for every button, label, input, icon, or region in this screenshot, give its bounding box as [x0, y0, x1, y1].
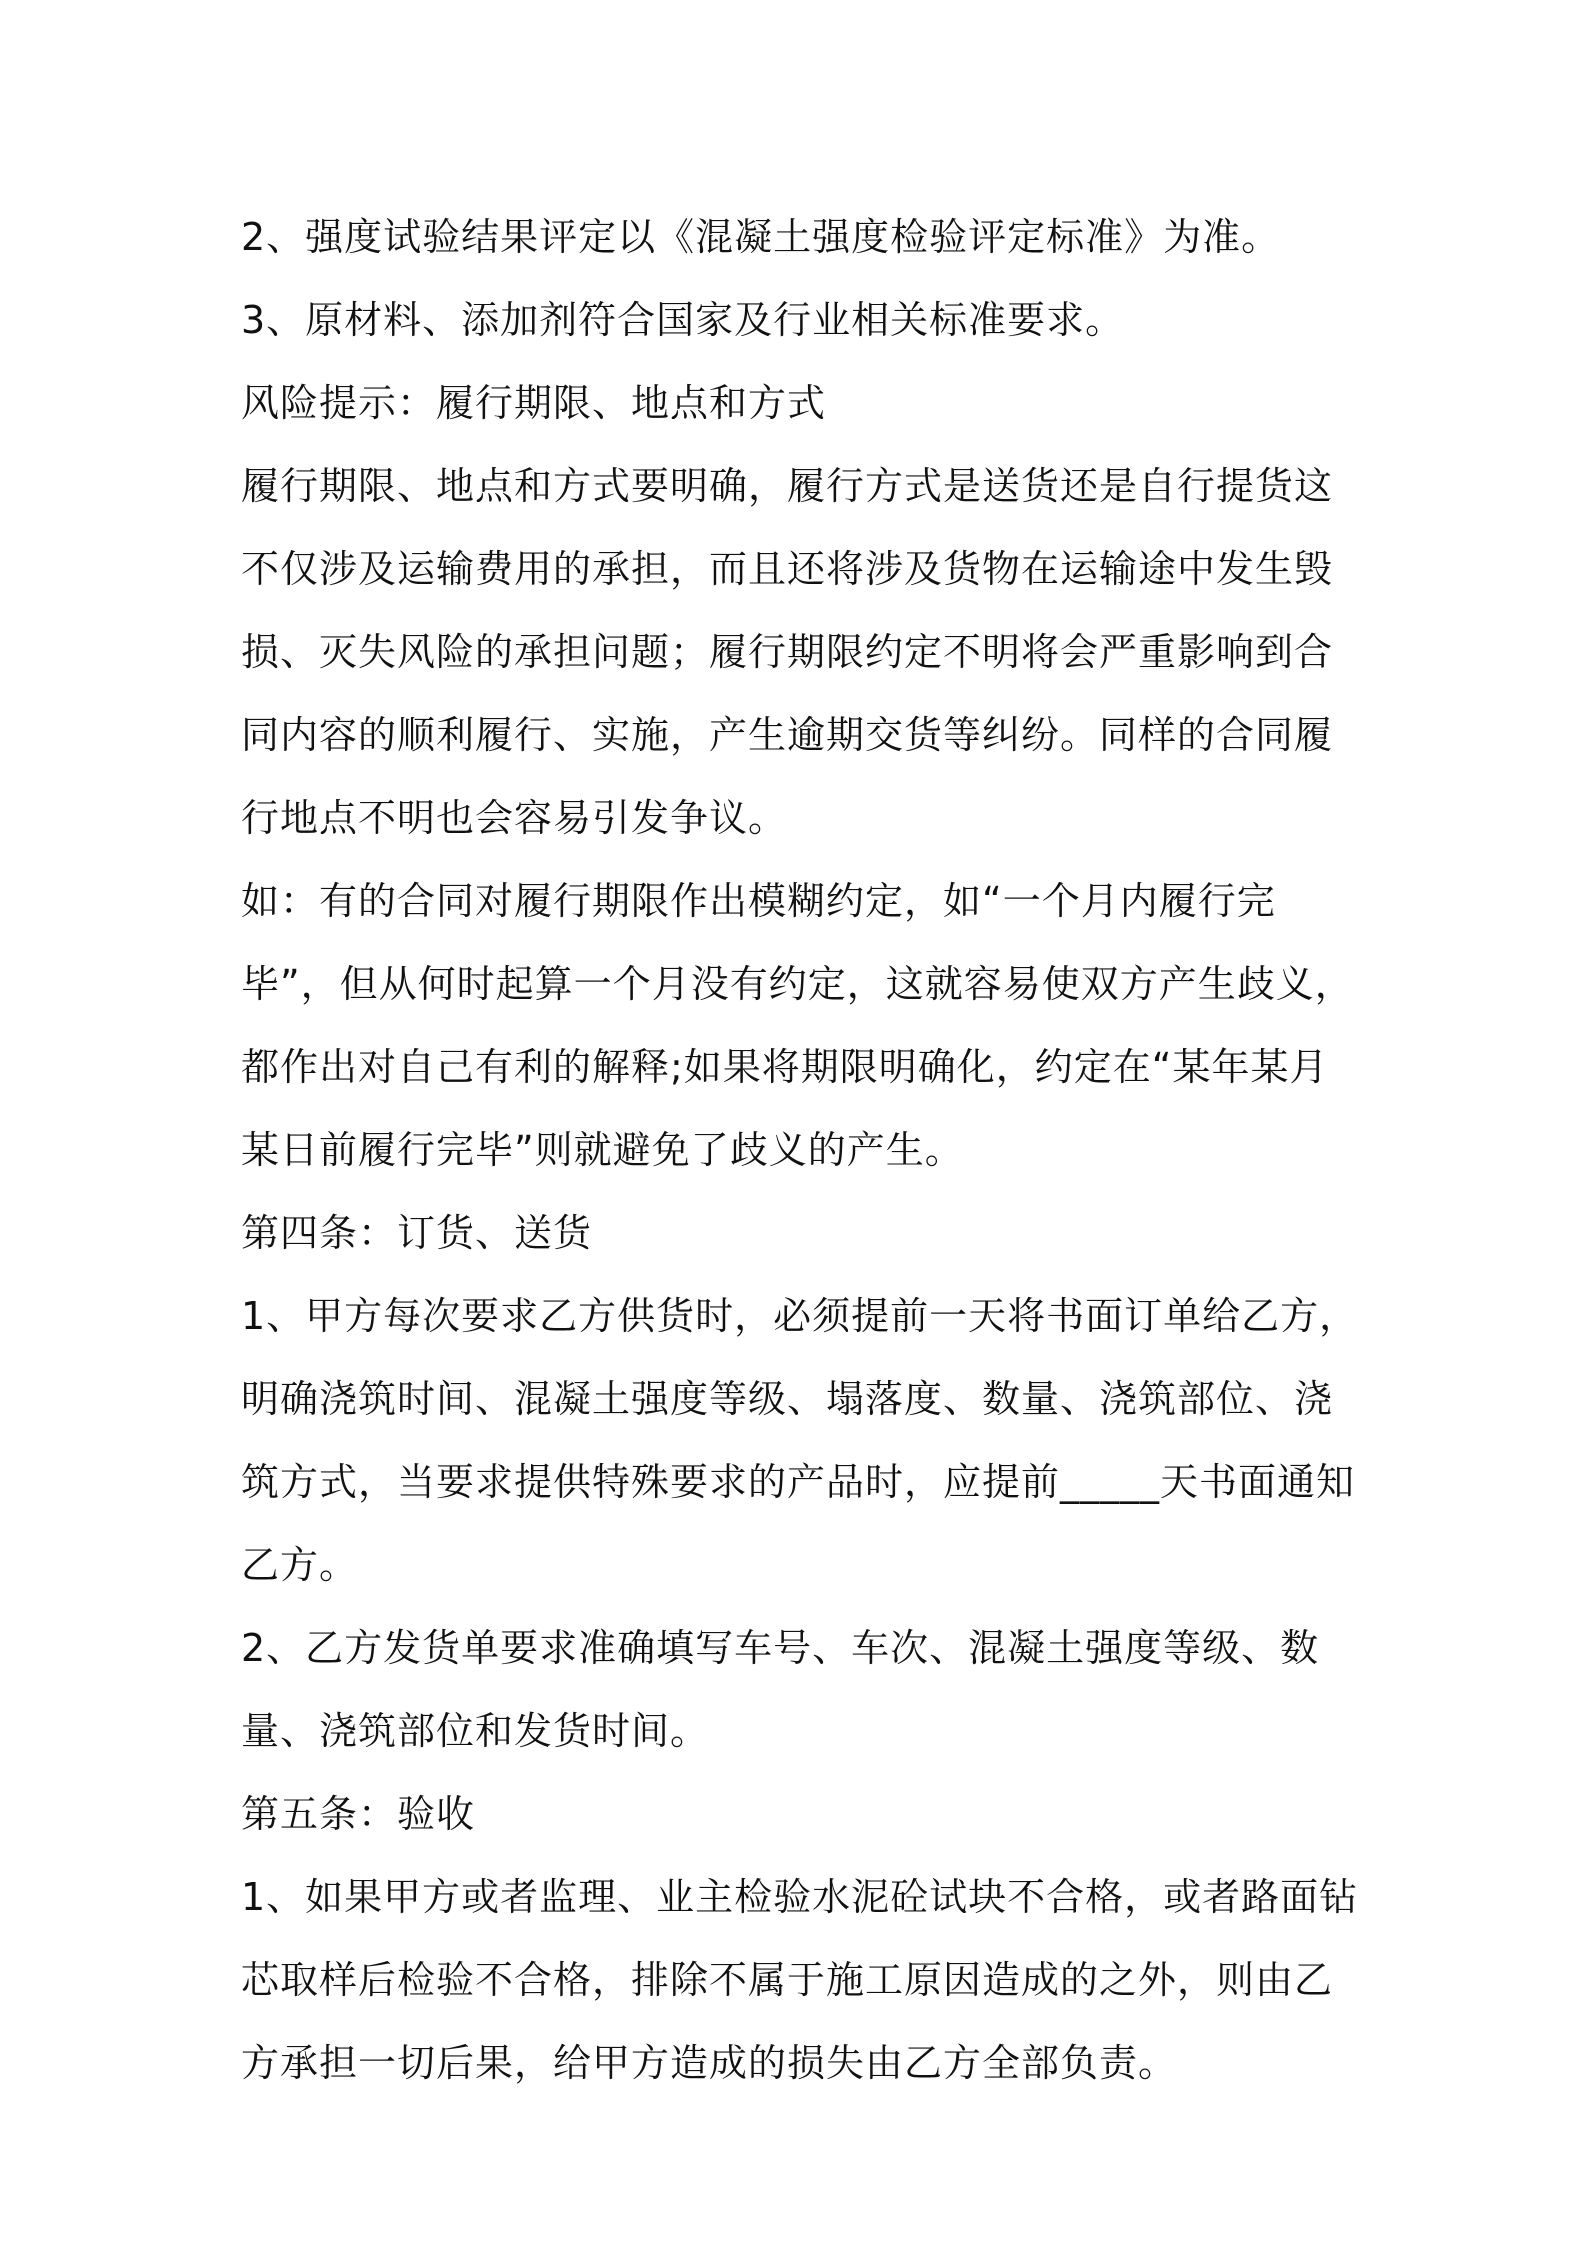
document-body	[241, 196, 1361, 2105]
risk-notice-example: 如：有的合同对履行期限作出模糊约定，如“一个月内履行完毕”，但从何时起算一个月没有约定，这就容易使双方产生歧义，都作出对自己有利的解释;如果将期限明确化，约定在“某年某月某日前履行完毕”则就避免了歧义的产生。	[241, 879, 1354, 1172]
risk-notice-heading: 风险提示：履行期限、地点和方式	[241, 381, 827, 425]
clause-2-strength-evaluation: 2、强度试验结果评定以《混凝土强度检验评定标准》为准。	[241, 215, 1281, 259]
clause-3-raw-materials: 3、原材料、添加剂符合国家及行业相关标准要求。	[241, 298, 1125, 342]
risk-notice-body: 履行期限、地点和方式要明确，履行方式是送货还是自行提货这不仅涉及运输费用的承担，而且还将涉及货物在运输途中发生毁损、灭失风险的承担问题；履行期限约定不明将会严重影响到合同内容的顺利履行、实施，产生逾期交货等纠纷。同样的合同履行地点不明也会容易引发争议。	[241, 464, 1334, 840]
article-5-item-1: 1、如果甲方或者监理、业主检验水泥砼试块不合格，或者路面钻芯取样后检验不合格，排除不属于施工原因造成的之外，则由乙方承担一切后果，给甲方造成的损失由乙方全部负责。	[241, 1875, 1359, 2085]
article-4-item-2: 2、乙方发货单要求准确填写车号、车次、混凝土强度等级、数量、浇筑部位和发货时间。	[241, 1626, 1320, 1753]
article-4-item-1: 1、甲方每次要求乙方供货时，必须提前一天将书面订单给乙方，明确浇筑时间、混凝土强度等级、塌落度、数量、浇筑部位、浇筑方式，当要求提供特殊要求的产品时，应提前_____天书面通知乙方。	[241, 1294, 1359, 1587]
article-5-heading: 第五条：验收	[241, 1792, 476, 1836]
article-4-heading: 第四条：订货、送货	[241, 1211, 593, 1255]
